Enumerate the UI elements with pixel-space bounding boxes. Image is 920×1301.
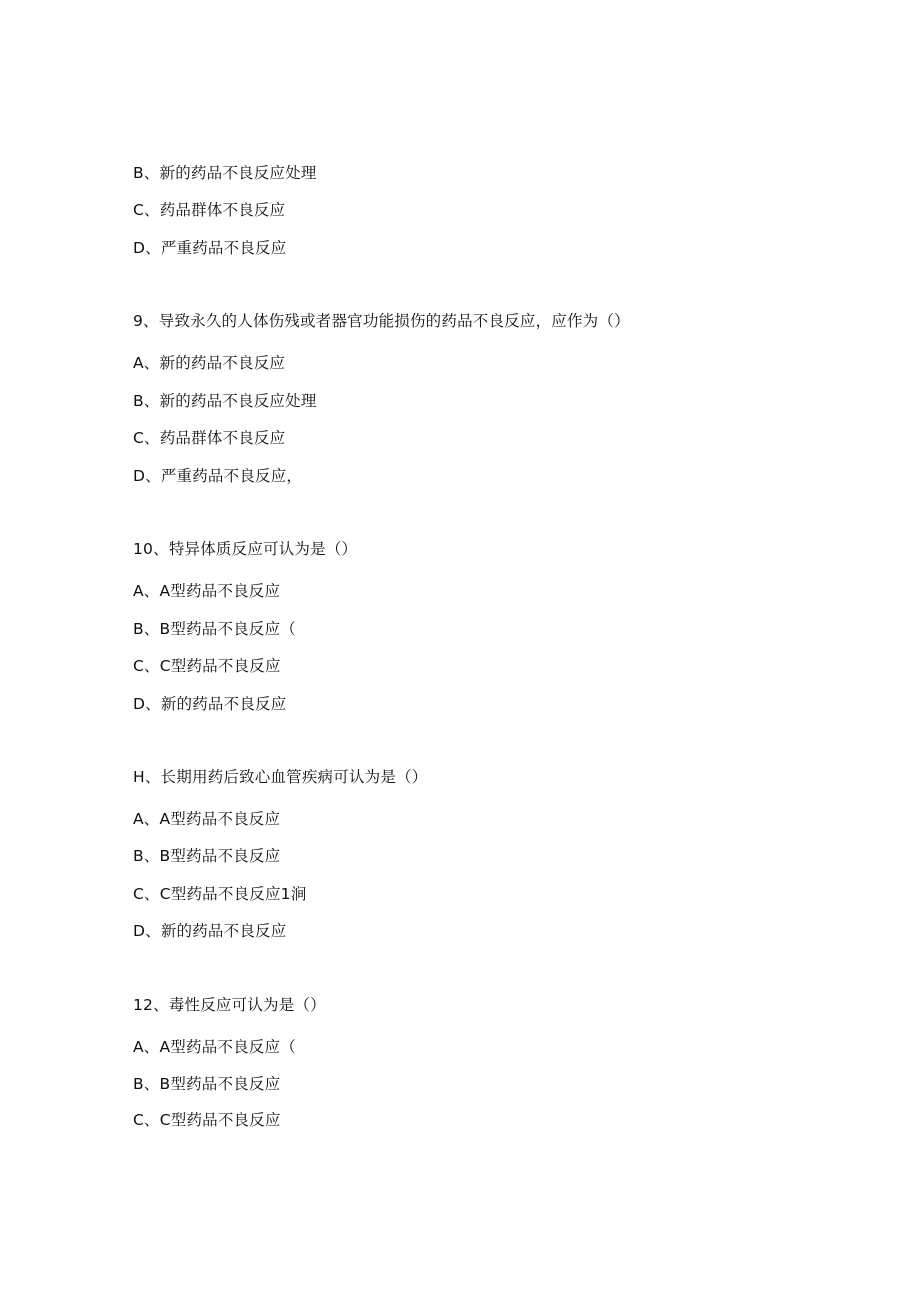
question-11: H、长期用药后致心血管疾病可认为是（）	[133, 768, 428, 786]
option-b: B、新的药品不良反应处理	[133, 392, 317, 410]
option-d: D、新的药品不良反应	[133, 695, 287, 713]
option-a: A、新的药品不良反应	[133, 354, 286, 372]
option-d: D、新的药品不良反应	[133, 922, 287, 940]
question-9: 9、导致永久的人体伤残或者器官功能损伤的药品不良反应，应作为（）	[133, 312, 630, 330]
option-c: C、C型药品不良反应	[133, 657, 281, 675]
option-c: C、C型药品不良反应	[133, 1111, 281, 1129]
option-d: D、严重药品不良反应，	[133, 467, 303, 485]
question-12: 12、毒性反应可认为是（）	[133, 996, 326, 1014]
question-10: 10、特异体质反应可认为是（）	[133, 540, 358, 558]
option-a: A、A型药品不良反应（	[133, 1038, 296, 1056]
option-a: A、A型药品不良反应	[133, 810, 281, 828]
option-b: B、B型药品不良反应	[133, 847, 281, 865]
option-c: C、药品群体不良反应	[133, 201, 286, 219]
option-c: C、C型药品不良反应1涧	[133, 885, 307, 903]
option-c: C、药品群体不良反应	[133, 429, 286, 447]
option-d: D、严重药品不良反应	[133, 239, 287, 257]
option-b: B、B型药品不良反应（	[133, 620, 296, 638]
option-b: B、B型药品不良反应	[133, 1075, 281, 1093]
option-a: A、A型药品不良反应	[133, 582, 281, 600]
option-b: B、新的药品不良反应处理	[133, 164, 317, 182]
